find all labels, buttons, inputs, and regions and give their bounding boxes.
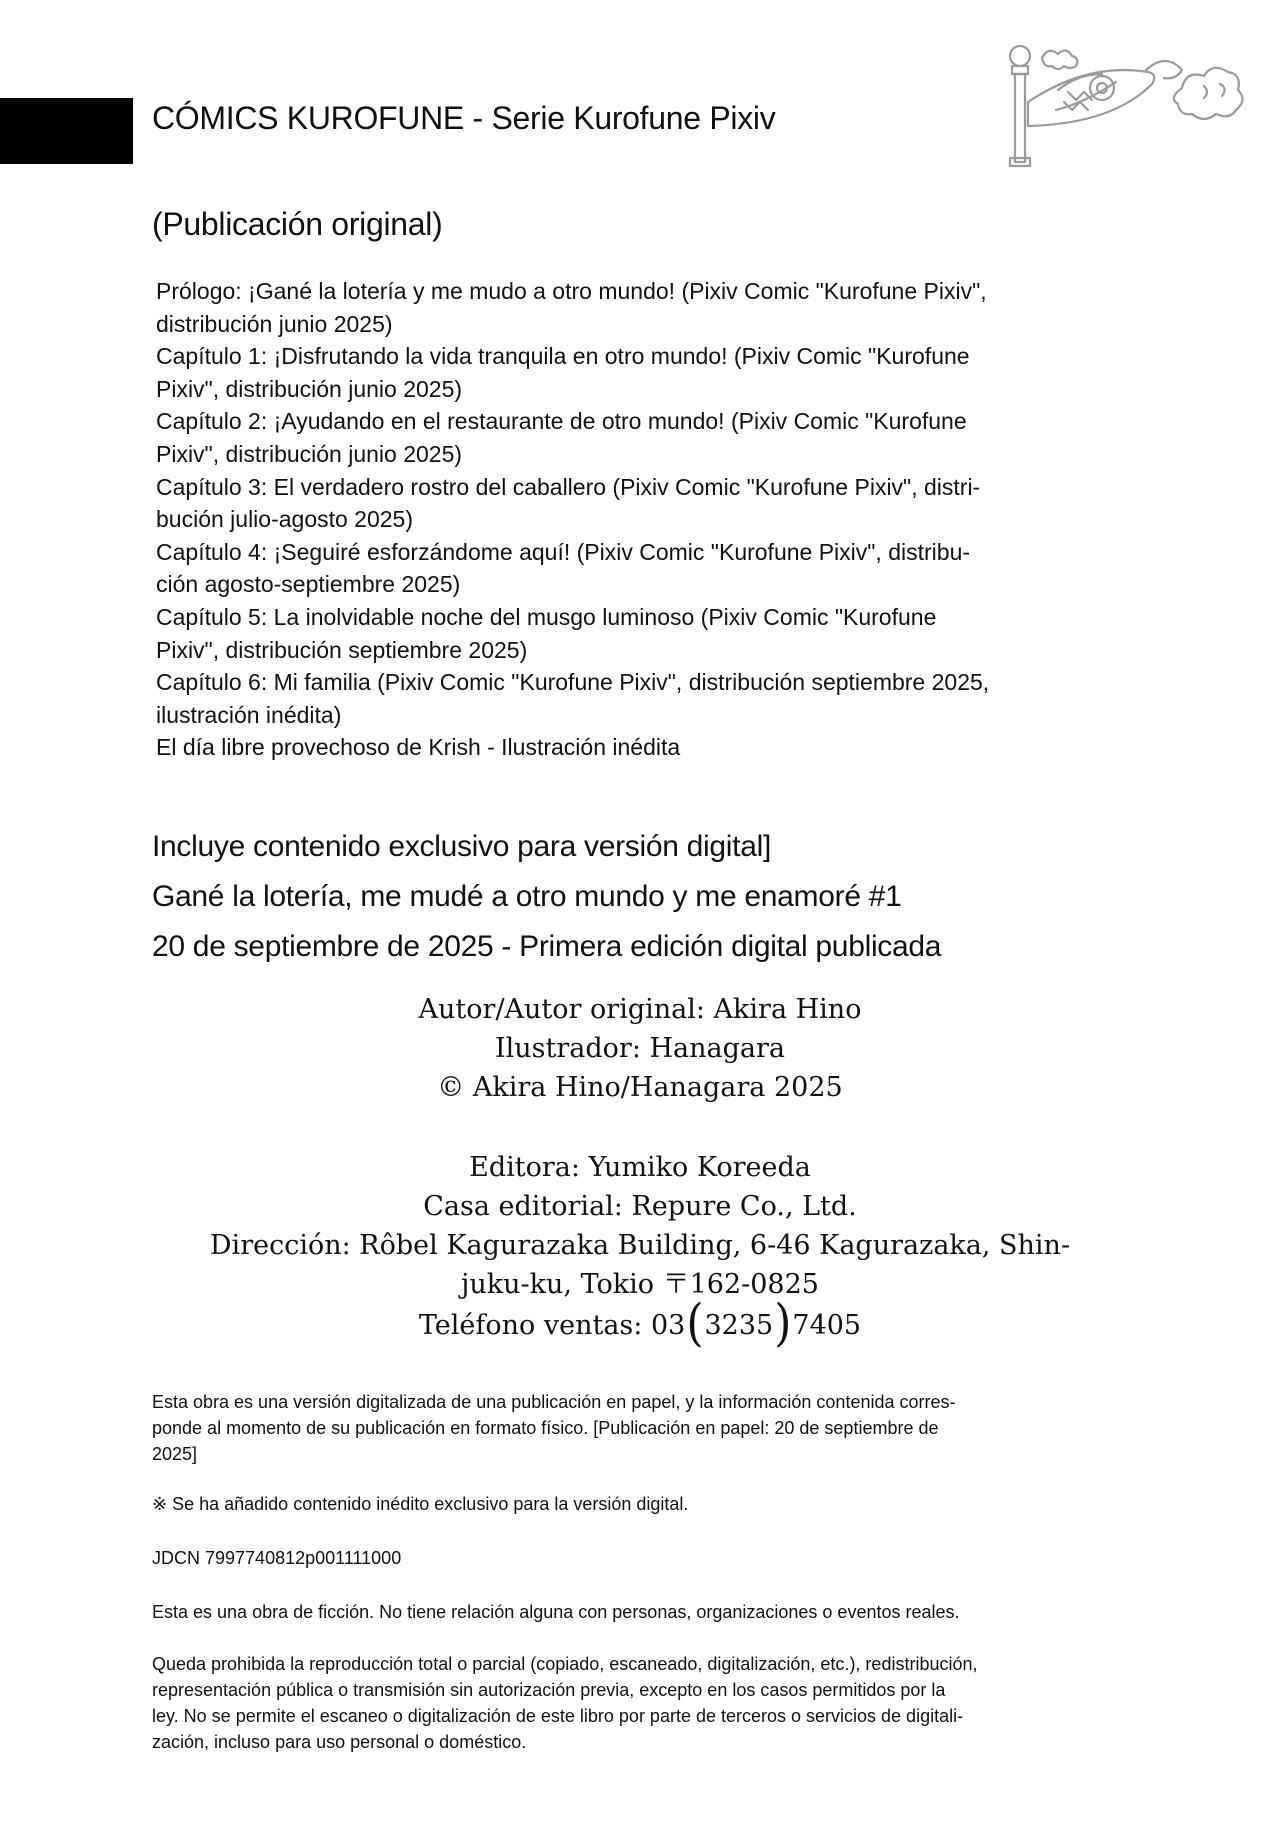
series-title: CÓMICS KUROFUNE - Serie Kurofune Pixiv	[152, 100, 776, 136]
copyright-notice	[152, 1651, 1162, 1755]
paper-notice	[152, 1389, 1162, 1467]
address-line: juku-ku, Tokio 〒162-0825	[461, 1269, 819, 1300]
notice-line: Queda prohibida la reproducción total o parcial (copiado, escaneado, digitalización, etc.), redistribución,	[152, 1654, 978, 1674]
jdcn-code	[152, 1545, 1162, 1571]
notice-line: zación, incluso para uso personal o doméstico.	[152, 1732, 527, 1752]
notice-line: Esta obra es una versión digitalizada de una publicación en papel, y la información contenida corres-	[152, 1392, 956, 1412]
book-title: Gané la lotería, me mudé a otro mundo y me enamoré #1	[152, 880, 902, 913]
notice-line: representación pública o transmisión sin autorización previa, excepto en los casos permitidos por la	[152, 1680, 946, 1700]
entry-line: bución julio-agosto 2025)	[156, 506, 414, 533]
entry-line: Capítulo 2: ¡Ayudando en el restaurante de otro mundo! (Pixiv Comic "Kurofune	[156, 408, 967, 435]
edition-info	[152, 822, 941, 972]
notice-line: ley. No se permite el escaneo o digitalización de este libro por parte de terceros o servicios de digitali-	[152, 1706, 964, 1726]
address-line: Dirección: Rôbel Kagurazaka Building, 6-46 Kagurazaka, Shin-	[209, 1230, 1071, 1261]
entry-line: Capítulo 4: ¡Seguiré esforzándome aquí! (Pixiv Comic "Kurofune Pixiv", distribu-	[156, 538, 971, 565]
copyright-credit: © Akira Hino/Hanagara 2025	[437, 1072, 843, 1103]
entry-line: distribución junio 2025)	[156, 310, 393, 337]
original-publication-list	[156, 275, 1166, 764]
paren-open: (	[686, 1294, 704, 1353]
entry-line: Pixiv", distribución septiembre 2025)	[156, 636, 528, 663]
entry-line: Capítulo 3: El verdadero rostro del caballero (Pixiv Comic "Kurofune Pixiv", distri-	[156, 473, 981, 500]
notice-line: 2025]	[152, 1444, 198, 1464]
entry-line: Capítulo 5: La inolvidable noche del musgo luminoso (Pixiv Comic "Kurofune	[156, 603, 937, 630]
notice-line: Esta es una obra de ficción. No tiene relación alguna con personas, organizaciones o eventos reales.	[152, 1602, 960, 1622]
author-credit: Autor/Autor original: Akira Hino	[418, 994, 862, 1025]
notice-line: ※ Se ha añadido contenido inédito exclusivo para la versión digital.	[152, 1494, 689, 1514]
phone-line	[150, 1294, 1130, 1353]
phone-label: Teléfono ventas: 03	[418, 1310, 686, 1341]
black-corner-tab	[0, 98, 133, 164]
entry-line: Pixiv", distribución junio 2025)	[156, 440, 463, 467]
notice-line: ponde al momento de su publicación en formato físico. [Publicación en papel: 20 de septiembre de	[152, 1418, 939, 1438]
paren-close: )	[774, 1294, 792, 1353]
original-publication-heading: (Publicación original)	[152, 206, 443, 242]
entry-line: El día libre provechoso de Krish - Ilustración inédita	[156, 734, 681, 761]
entry-line: ción agosto-septiembre 2025)	[156, 571, 461, 598]
phone-end: 7405	[792, 1310, 862, 1341]
entry-line: Capítulo 6: Mi familia (Pixiv Comic "Kurofune Pixiv", distribución septiembre 2025,	[156, 669, 990, 696]
fiction-notice	[152, 1599, 1162, 1625]
phone-mid: 3235	[704, 1310, 774, 1341]
entry-line: Pixiv", distribución junio 2025)	[156, 375, 463, 402]
entry-line: ilustración inédita)	[156, 701, 342, 728]
entry-line: Capítulo 1: ¡Disfrutando la vida tranquila en otro mundo! (Pixiv Comic "Kurofune	[156, 343, 970, 370]
entry-line: Prólogo: ¡Gané la lotería y me mudo a otro mundo! (Pixiv Comic "Kurofune Pixiv",	[156, 278, 987, 304]
digital-content-note: Incluye contenido exclusivo para versión digital]	[152, 830, 771, 863]
publication-date: 20 de septiembre de 2025 - Primera edición digital publicada	[152, 930, 942, 963]
kurofune-ship-logo-icon	[998, 40, 1248, 168]
credits-block	[150, 990, 1130, 1107]
digital-notice	[152, 1491, 1162, 1517]
publisher-block	[150, 1148, 1130, 1353]
illustrator-credit: Ilustrador: Hanagara	[494, 1033, 786, 1064]
notice-line: JDCN 7997740812p001111000	[152, 1548, 402, 1568]
publisher-credit: Casa editorial: Repure Co., Ltd.	[423, 1191, 857, 1222]
editor-credit: Editora: Yumiko Koreeda	[469, 1152, 811, 1183]
